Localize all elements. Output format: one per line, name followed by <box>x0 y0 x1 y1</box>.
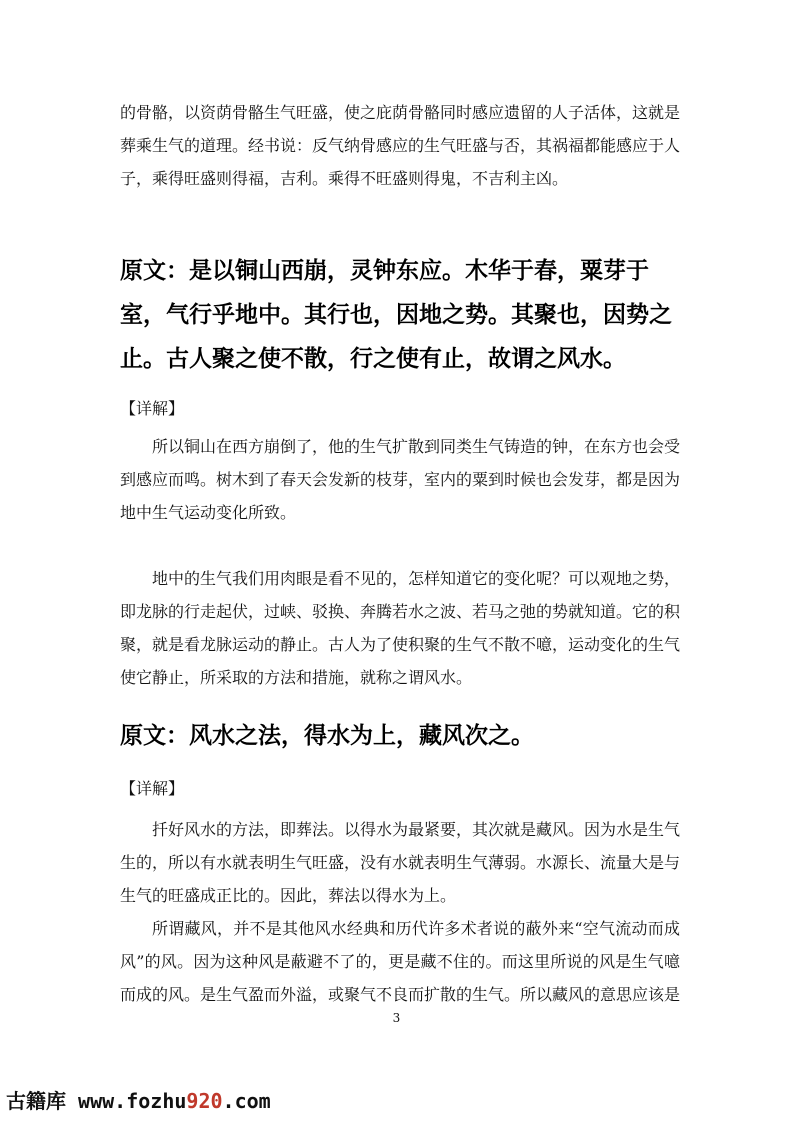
page-number: 3 <box>392 1011 401 1025</box>
section-heading-original-text-2: 原文：风水之法，得水为上，藏风次之。 <box>120 723 534 749</box>
section-heading-original-text-1: 原文：是以铜山西崩，灵钟东应。木华于春，粟芽于室，气行乎地中。其行也，因地之势。其聚也，因势之止。古人聚之使不散，行之使有止，故谓之风水。 <box>120 258 672 372</box>
watermark-url-prefix: www.fozhu <box>78 1089 187 1113</box>
body-paragraph: 地中的生气我们用肉眼是看不见的，怎样知道它的变化呢？可以观地之势，即龙脉的行走起伏，过峡、驳换、奔腾若水之波、若马之弛的势就知道。它的积聚，就是看龙脉运动的静止。古人为了使积聚的生气不散不噫，运动变化的生气使它静止，所采取的方法和措施，就称之谓风水。 <box>120 569 681 687</box>
body-paragraph: 所以铜山在西方崩倒了，他的生气扩散到同类生气铸造的钟，在东方也会受到感应而鸣。树木到了春天会发新的枝芽，室内的粟到时候也会发芽，都是因为地中生气运动变化所致。 <box>120 437 681 522</box>
body-paragraph: 扦好风水的方法，即葬法。以得水为最紧要，其次就是藏风。因为水是生气生的，所以有水就表明生气旺盛，没有水就表明生气薄弱。水源长、流量大是与生气的旺盛成正比的。因此，葬法以得水为上。 <box>120 820 681 905</box>
body-paragraph: 所谓藏风，并不是其他风水经典和历代许多术者说的蔽外来“空气流动而成风”的风。因为这种风是蔽避不了的，更是藏不住的。而这里所说的风是生气噫而成的风。是生气盈而外溢，或聚气不良而扩散的生气。所以藏风的意思应该是 <box>120 919 681 1004</box>
detail-label: 【详解】 <box>120 399 185 418</box>
watermark-url-suffix: .com <box>222 1089 271 1113</box>
watermark-site-name: 古籍库 <box>6 1089 66 1113</box>
watermark-url-accent: 920 <box>186 1089 223 1113</box>
detail-label: 【详解】 <box>120 779 185 798</box>
site-watermark <box>6 1088 271 1114</box>
body-paragraph: 的骨骼，以资荫骨骼生气旺盛，使之庇荫骨骼同时感应遗留的人子活体，这就是葬乘生气的道理。经书说：反气纳骨感应的生气旺盛与否，其祸福都能感应于人子，乘得旺盛则得福，吉利。乘得不旺盛则得鬼，不吉利主凶。 <box>120 103 681 188</box>
